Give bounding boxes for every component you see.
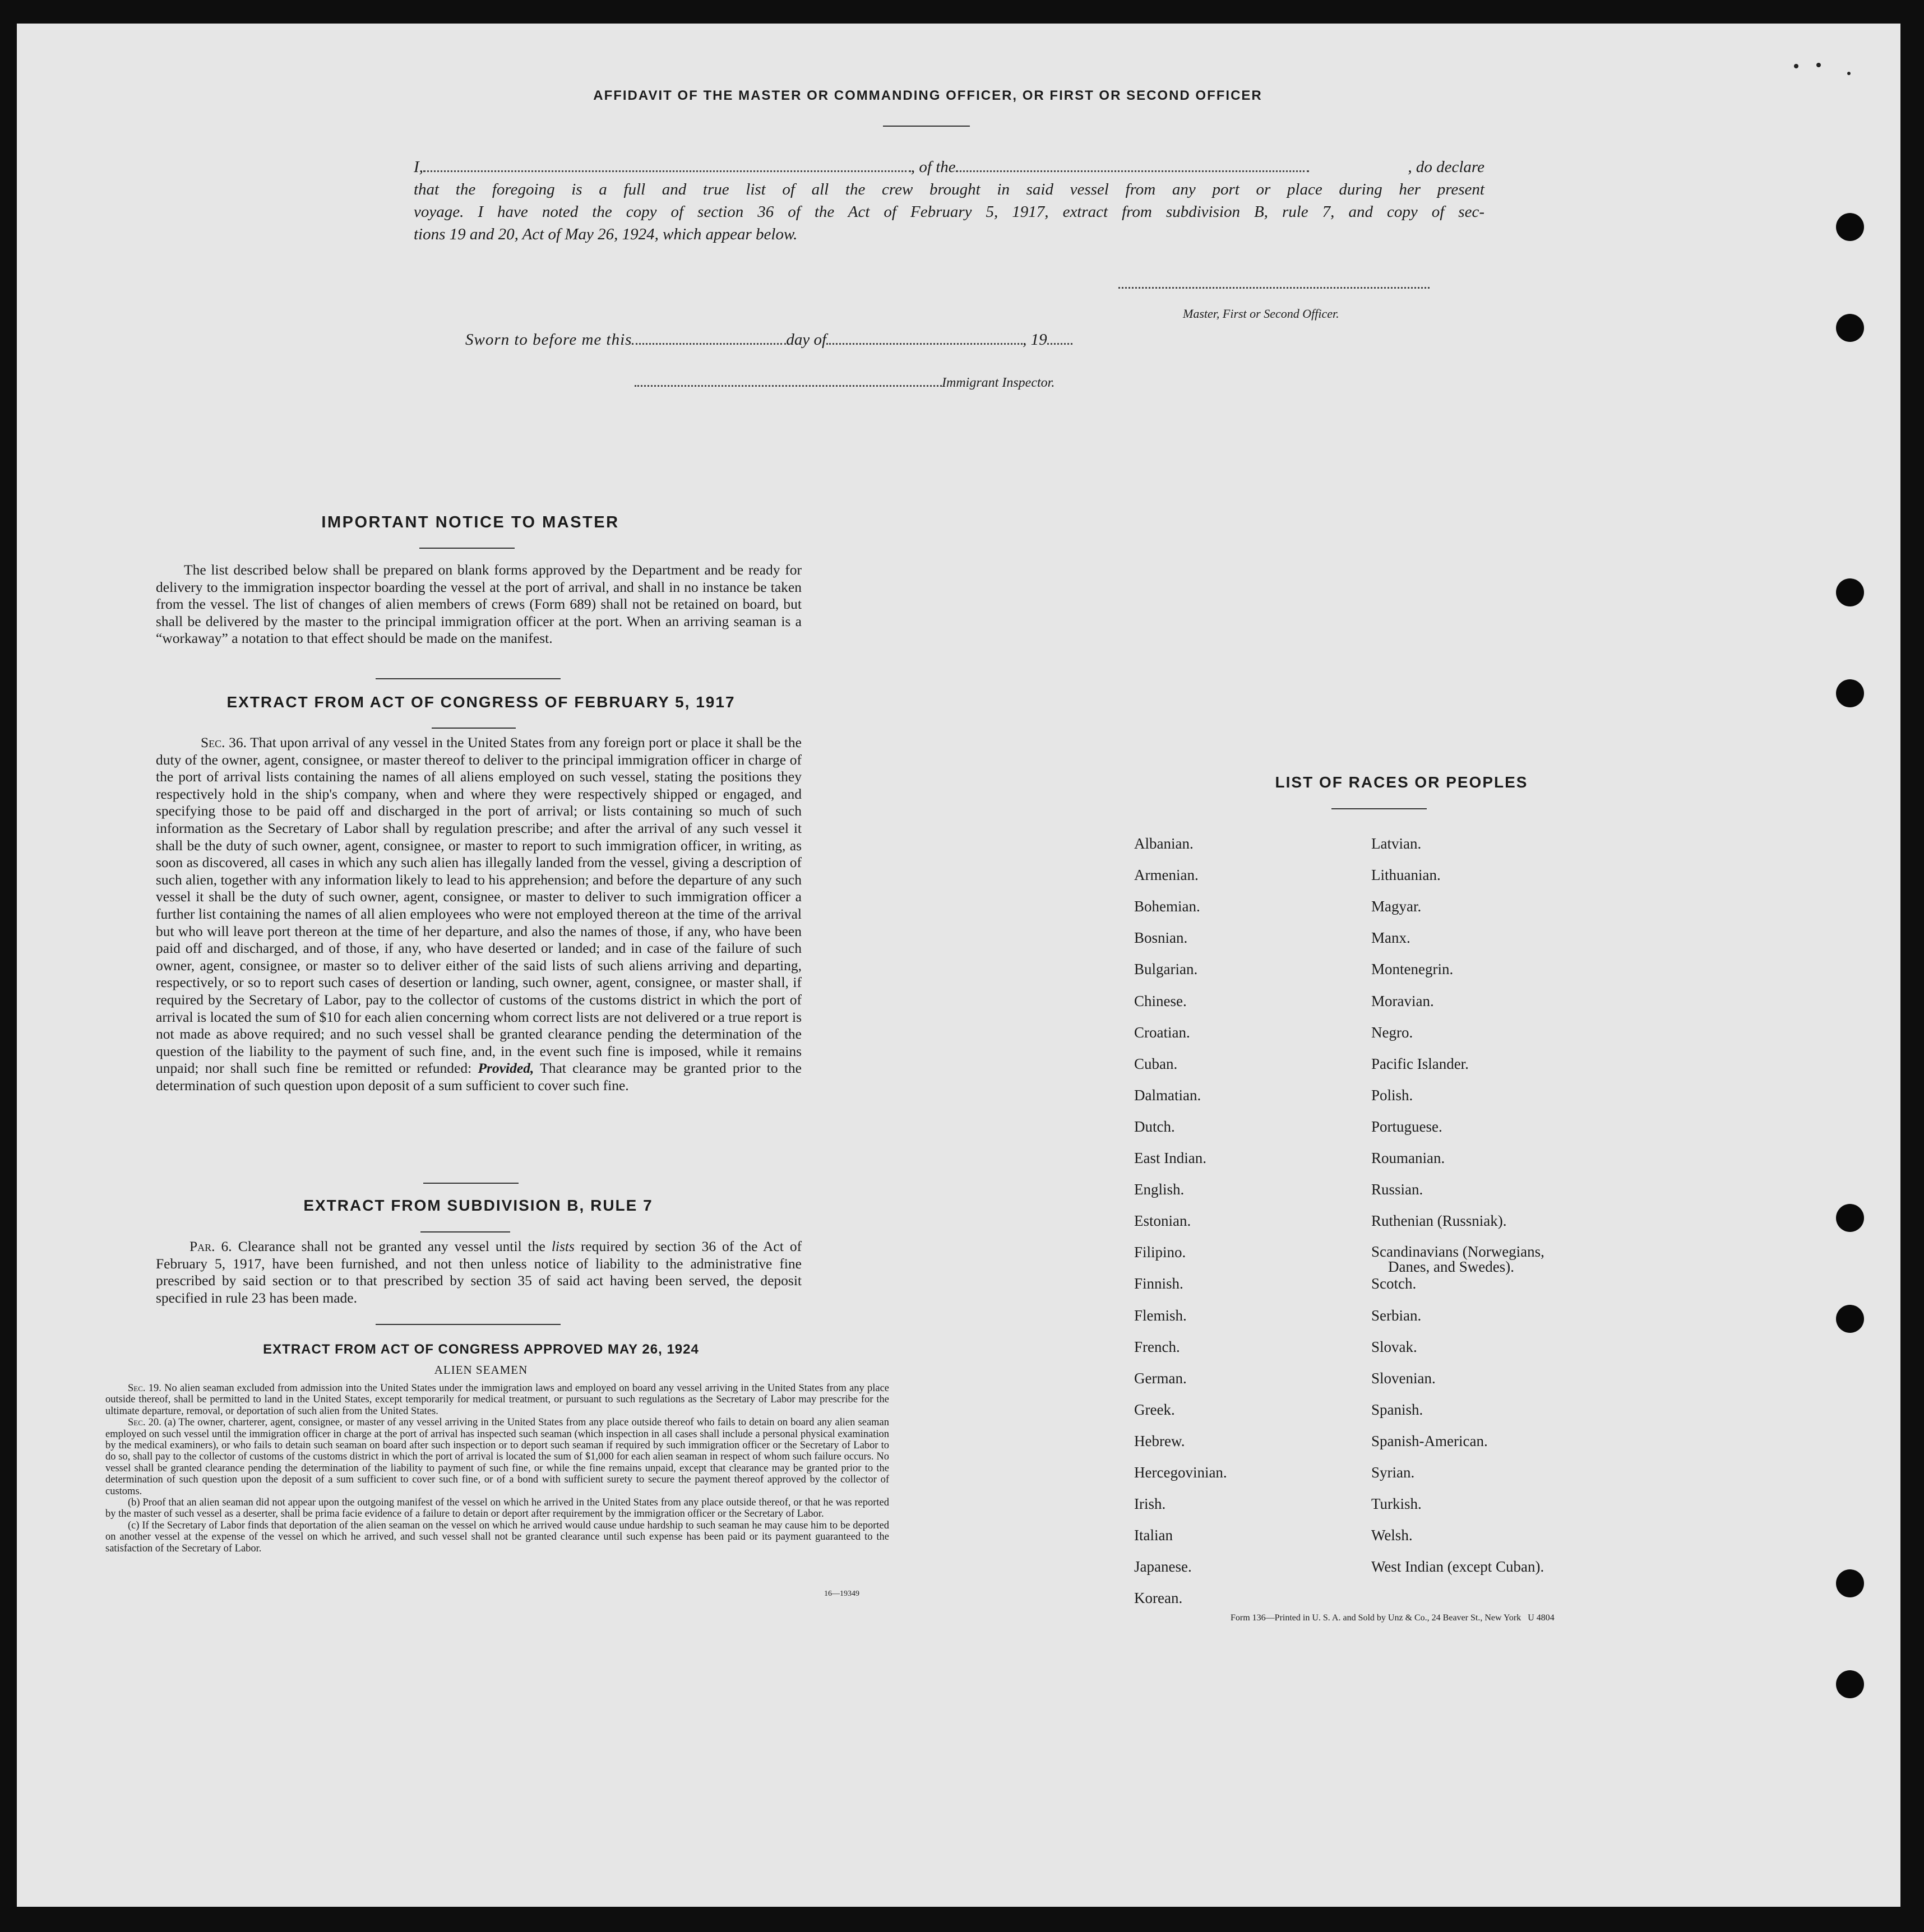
race-item: Armenian.: [1134, 867, 1199, 884]
race-item: Italian: [1134, 1527, 1173, 1544]
year-label: , 19: [1023, 331, 1047, 349]
race-item: Bosnian.: [1134, 929, 1188, 947]
race-item: Dutch.: [1134, 1118, 1175, 1135]
race-item: Chinese.: [1134, 992, 1187, 1009]
race-item: Danes, and Swedes).: [1388, 1258, 1514, 1275]
race-item: Hercegovinian.: [1134, 1464, 1227, 1481]
race-item: Slovenian.: [1371, 1369, 1436, 1387]
extract-1924-title: EXTRACT FROM ACT OF CONGRESS APPROVED MAY 26, 1924: [263, 1342, 699, 1357]
sworn-day-field[interactable]: [632, 343, 786, 345]
section-36-label: Sec. 36.: [201, 734, 247, 750]
rule-7-title-rule: [420, 1231, 510, 1233]
race-item: Hebrew.: [1134, 1432, 1185, 1449]
extract-1924-body: [105, 1383, 889, 1554]
master-signature-label: Master, First or Second Officer.: [1183, 307, 1339, 321]
rule-7-text: Clearance shall not be granted any vessel until the: [238, 1238, 545, 1254]
inspector-signature-field[interactable]: [635, 385, 942, 387]
race-item: French.: [1134, 1338, 1180, 1355]
race-item: Estonian.: [1134, 1212, 1191, 1230]
rule-7-body: [156, 1238, 802, 1306]
race-item: Ruthenian (Russniak).: [1371, 1212, 1507, 1230]
race-item: Welsh.: [1371, 1527, 1413, 1544]
notice-title: IMPORTANT NOTICE TO MASTER: [321, 513, 619, 531]
sworn-month-field[interactable]: [826, 343, 1023, 345]
race-item: Serbian.: [1371, 1306, 1422, 1324]
punch-hole: [1836, 1305, 1864, 1333]
sworn-label: Sworn to before me this: [465, 331, 632, 349]
race-item: English.: [1134, 1181, 1185, 1198]
notice-end-rule: [376, 678, 561, 679]
day-of-label: day of: [786, 331, 827, 349]
race-item: Moravian.: [1371, 992, 1434, 1009]
affidavit-title: AFFIDAVIT OF THE MASTER OR COMMANDING OFFICER, OR FIRST OR SECOND OFFICER: [593, 88, 1262, 103]
vessel-name-field[interactable]: [956, 170, 1309, 172]
affidavit-text: [414, 156, 1484, 245]
master-name-field[interactable]: [423, 170, 911, 172]
affidavit-line-1: [414, 156, 1484, 178]
extract-1917-rule: [432, 728, 516, 729]
race-item: Negro.: [1371, 1023, 1413, 1041]
section-36-body: [156, 734, 802, 1094]
ink-speck: [1816, 63, 1821, 67]
master-signature-field[interactable]: [1118, 287, 1430, 289]
race-item: Flemish.: [1134, 1306, 1187, 1324]
affidavit-line-4: tions 19 and 20, Act of May 26, 1924, which appear below.: [414, 225, 798, 243]
race-item: Dalmatian.: [1134, 1086, 1201, 1104]
race-item: Croatian.: [1134, 1023, 1190, 1041]
provided-label: Provided,: [478, 1060, 534, 1077]
form-code: 16—19349: [824, 1590, 859, 1598]
race-item: Japanese.: [1134, 1558, 1192, 1576]
section-20c: (c) If the Secretary of Labor finds that deportation of the alien seaman on the vessel on which he arrived would cause undue hardship to such seaman he may cause him to be deported on another vessel at the expense of the vessel on which he arrived, and such vessel shall not be granted clearance until such expense has been paid or its payment guaranteed to the satisfaction of the Secretary of Labor.: [105, 1519, 889, 1554]
race-item: Finnish.: [1134, 1275, 1183, 1292]
race-item: Bohemian.: [1134, 898, 1200, 915]
notice-body: [156, 562, 802, 647]
race-item: Irish.: [1134, 1495, 1166, 1513]
race-item: Filipino.: [1134, 1244, 1186, 1261]
par-6-label: Par. 6.: [189, 1238, 232, 1254]
form-page: [17, 24, 1900, 1907]
race-item: Turkish.: [1371, 1495, 1422, 1513]
punch-hole: [1836, 1569, 1864, 1597]
section-19: [105, 1383, 889, 1417]
race-item: Portuguese.: [1371, 1118, 1442, 1135]
race-item: West Indian (except Cuban).: [1371, 1558, 1544, 1576]
punch-hole: [1836, 1670, 1864, 1698]
race-item: Montenegrin.: [1371, 961, 1454, 978]
section-19-text: No alien seaman excluded from admission into the United States under the immigration laws and employed on board any vessel arriving in the United States from any place outside thereof, shall be permitted to land in the United States, except temporarily for medical treatment, or pursuant to such regulations as the Secretary of Labor may prescribe for the ultimate departure, removal, or deportation of such alien from the United States.: [105, 1383, 890, 1417]
race-item: Albanian.: [1134, 835, 1194, 852]
notice-text: The list described below shall be prepared on blank forms approved by the Department and be ready for delivery to the immigration inspector boarding the vessel at the port of arrival, and shall in no instance be taken from the vessel. The list of changes of alien members of crews (Form 689) shall not be retained on board, but shall be delivered by the master to the principal immigration officer at the port. When an arriving seaman is a “workaway” a notation to that effect should be made on the manifest.: [156, 562, 802, 647]
race-item: Roumanian.: [1371, 1150, 1445, 1166]
section-20a-text: (a) The owner, charterer, agent, consignee, or master of any vessel arriving in the United States from any place outside thereof who fails to detain on board any alien seaman employed on such vessel until the immigration officer in charge at the port of arrival has inspected such seaman (which inspection in all cases shall include a personal physical examination by the medical examiners), or who fails to detain such seaman on board after such inspection or to deport such seaman if required by such immigration officer or the Secretary of Labor to do so, shall pay to the collector of customs of the customs district in which the port of arrival is located the sum of $1,000 for each alien seaman in respect of whom such failure occurs. No vessel shall be granted clearance pending the determination of the liability to payment of such fine, or while the fine remains unpaid, except that clearance may be granted prior to the determination of such question upon the deposit of a sum sufficient to cover such fine, or of a bond with sufficient surety to secure the payment thereof approved by the collector of customs.: [105, 1417, 890, 1497]
affidavit-line-3: voyage. I have noted the copy of section 36 of the Act of February 5, 1917, extract from subdivision B, rule 7, and copy of sec-: [414, 203, 1484, 221]
section-36-text-b: That clearance may be granted prior to the determination of such question upon deposit of a sum sufficient to cover such fine.: [156, 1060, 802, 1094]
race-item: Latvian.: [1371, 835, 1422, 852]
notice-title-rule: [419, 548, 515, 549]
inspector-line: [635, 376, 1054, 391]
race-item: Greek.: [1134, 1401, 1175, 1418]
race-item: German.: [1134, 1369, 1187, 1387]
affidavit-i-label: I,: [414, 158, 423, 176]
section-20a: [105, 1417, 889, 1497]
race-item: Slovak.: [1371, 1338, 1417, 1355]
sworn-line: [465, 331, 1072, 349]
race-item: Russian.: [1371, 1181, 1423, 1198]
affidavit-line-2: that the foregoing is a full and true list of all the crew brought in said vessel from any port or place during her present: [414, 180, 1484, 198]
section-36-text: That upon arrival of any vessel in the United States from any foreign port or place it shall be the duty of the owner, agent, consignee, or master thereof to deliver to the principal immigration officer in charge of the port of arrival lists containing the names of all aliens employed on such vessel, stating the positions they respectively hold in the ship's company, when and where they were respectively shipped or engaged, and specifying those to be paid off and discharged in the port of arrival; or lists containing so much of such information as the Secretary of Labor shall by regulation prescribe; and after the arrival of any such vessel it shall be the duty of such owner, agent, consignee, or master to report to such immigration officer, in writing, as soon as discovered, all cases in which any such alien has illegally landed from the vessel, giving a description of such alien, together with any information likely to lead to his apprehension; and before the departure of any such vessel it shall be the duty of such owner, agent, consignee, or master to deliver to such immigration officer a further list containing the names of all alien employees who were not employed thereon at the time of the arrival but who will leave port thereon at the time of her departure, and also the names of those, if any, who have been paid off and discharged, and of those, if any, who have deserted or landed; and in case of the failure of such owner, agent, consignee, or master so to deliver either of the said lists of such aliens arriving and departing, respectively, or so to report such cases of desertion or landing, such owner, agent, consignee, or master shall, if required by the Secretary of Labor, pay to the collector of customs of the customs district in which the port of arrival is located the sum of $10 for each alien concerning whom correct lists are not delivered or a true report is not made as above required; and no such vessel shall be granted clearance pending the determination of the question of the liability to the payment of such fine, and, in the event such fine is imposed, while it remains unpaid; nor shall such fine be remitted or refunded:: [156, 734, 802, 1077]
races-title: LIST OF RACES OR PEOPLES: [1275, 773, 1528, 791]
race-item: Syrian.: [1371, 1464, 1415, 1481]
race-item: Cuban.: [1134, 1055, 1178, 1072]
ink-speck: [1847, 72, 1851, 75]
rule-7-title: EXTRACT FROM SUBDIVISION B, RULE 7: [303, 1197, 653, 1214]
affidavit-of-the-label: , of the: [910, 158, 956, 176]
affidavit-title-rule: [883, 126, 970, 127]
section-19-label: Sec. 19.: [128, 1383, 161, 1394]
race-item: Scandinavians (Norwegians,: [1371, 1243, 1544, 1260]
printer-footer: Form 136—Printed in U. S. A. and Sold by Unz & Co., 24 Beaver St., New York U 4804: [1231, 1613, 1555, 1623]
extract-1917-title: EXTRACT FROM ACT OF CONGRESS OF FEBRUARY 5, 1917: [226, 693, 736, 711]
punch-hole: [1836, 578, 1864, 606]
race-item: Pacific Islander.: [1371, 1055, 1469, 1072]
sworn-year-field[interactable]: [1047, 343, 1072, 345]
alien-seamen-subtitle: ALIEN SEAMEN: [434, 1363, 528, 1377]
ink-speck: [1794, 64, 1798, 68]
race-item: Spanish-American.: [1371, 1432, 1488, 1449]
races-title-rule: [1331, 808, 1427, 809]
rule-7-text-b: required by section 36 of the Act of February 5, 1917, have been furnished, and not then unless notice of liability to the administrative fine prescribed by said section or to that prescribed by section 35 of said act having been served, the deposit specified in rule 23 has been made.: [156, 1238, 802, 1306]
punch-hole: [1836, 679, 1864, 707]
rule-7-end-rule: [376, 1324, 561, 1325]
extract-1917-end-rule: [423, 1183, 519, 1184]
race-item: Magyar.: [1371, 898, 1422, 915]
punch-hole: [1836, 314, 1864, 342]
punch-hole: [1836, 1204, 1864, 1232]
race-item: Korean.: [1134, 1590, 1183, 1607]
race-item: Manx.: [1371, 929, 1410, 947]
race-item: Lithuanian.: [1371, 867, 1441, 884]
section-20b: (b) Proof that an alien seaman did not appear upon the outgoing manifest of the vessel on which he arrived in the United States from any place outside thereof, or that he was reported by the master of such vessel as a deserter, shall be prima facie evidence of a failure to detain or deport after requirement by the immigration officer or the Secretary of Labor.: [105, 1497, 889, 1520]
punch-hole: [1836, 213, 1864, 241]
race-item: Polish.: [1371, 1086, 1413, 1104]
race-item: East Indian.: [1134, 1150, 1206, 1166]
section-20-label: Sec. 20.: [128, 1417, 161, 1429]
inspector-label: Immigrant Inspector.: [942, 376, 1055, 390]
race-item: Scotch.: [1371, 1275, 1417, 1292]
race-item: Spanish.: [1371, 1401, 1423, 1418]
lists-word: lists: [551, 1238, 575, 1254]
affidavit-do-declare-label: , do declare: [1408, 158, 1484, 176]
race-item: Bulgarian.: [1134, 961, 1198, 978]
